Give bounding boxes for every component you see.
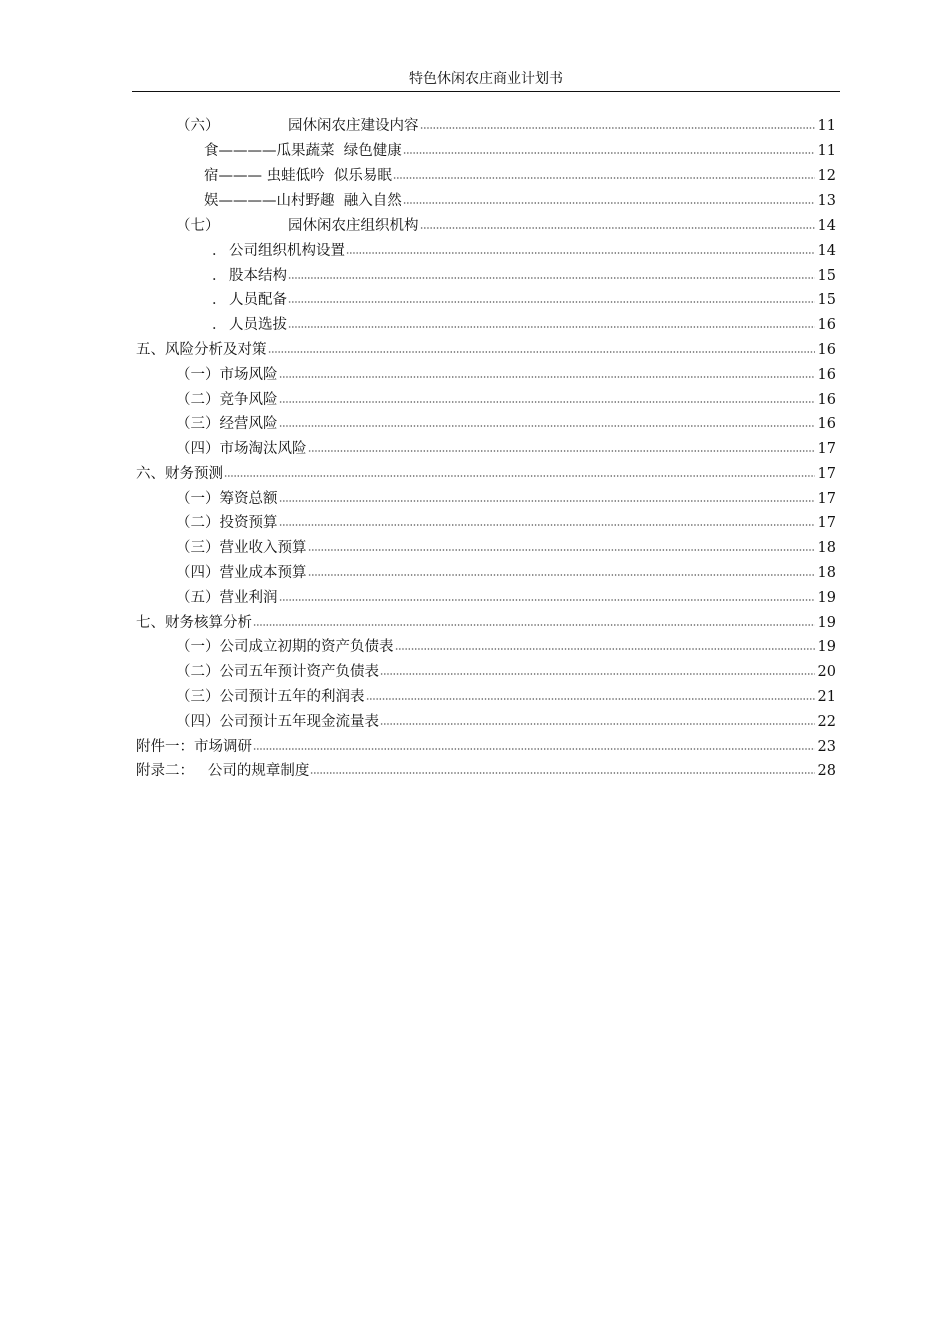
toc-dot-leader xyxy=(288,277,815,279)
toc-page-number: 20 xyxy=(817,664,836,680)
toc-page-number: 19 xyxy=(817,590,836,606)
toc-dot-leader xyxy=(346,252,815,254)
toc-entry-label: 七、财务核算分析 xyxy=(136,615,252,631)
toc-dot-leader xyxy=(393,177,815,179)
toc-page-number: 19 xyxy=(817,639,836,655)
toc-entry-prefix: （六） xyxy=(176,118,220,134)
toc-entry[interactable] xyxy=(176,687,836,707)
toc-entry[interactable] xyxy=(212,266,836,286)
toc-entry[interactable] xyxy=(176,489,836,509)
toc-page-number: 16 xyxy=(817,416,836,432)
toc-entry[interactable] xyxy=(212,315,836,335)
toc-entry-label: （二）竞争风险 xyxy=(176,392,278,408)
toc-entry-label: （二）投资预算 xyxy=(176,515,278,531)
toc-entry-label: （四）公司预计五年现金流量表 xyxy=(176,714,379,730)
toc-dot-leader xyxy=(253,748,815,750)
toc-page-number: 11 xyxy=(817,143,836,159)
toc-page-number: 21 xyxy=(817,689,836,705)
toc-dot-leader xyxy=(279,500,815,502)
toc-dot-leader xyxy=(308,574,815,576)
toc-entry-label: （一）市场风险 xyxy=(176,367,278,383)
toc-page-number: 23 xyxy=(817,739,836,755)
toc-entry-label: （四）市场淘汰风险 xyxy=(176,441,307,457)
toc-page-number: 22 xyxy=(817,714,836,730)
toc-page-number: 16 xyxy=(817,317,836,333)
toc-entry[interactable] xyxy=(136,464,836,484)
toc-page-number: 17 xyxy=(817,491,836,507)
document-header-title: 特色休闲农庄商业计划书 xyxy=(409,71,563,87)
toc-dot-leader xyxy=(380,673,815,675)
toc-entry[interactable] xyxy=(176,365,836,385)
toc-entry-label: 园休闲农庄建设内容 xyxy=(288,118,419,134)
toc-entry[interactable] xyxy=(204,191,836,211)
toc-entry-label: 附录二： 公司的规章制度 xyxy=(136,763,310,779)
toc-entry-prefix: ． xyxy=(212,317,227,333)
toc-dot-leader xyxy=(366,698,815,700)
toc-dot-leader xyxy=(279,425,815,427)
toc-entry-label: 人员配备 xyxy=(229,292,287,308)
toc-dot-leader xyxy=(308,549,815,551)
toc-entry[interactable] xyxy=(176,538,836,558)
toc-page-number: 15 xyxy=(817,268,836,284)
toc-dot-leader xyxy=(403,202,815,204)
toc-dot-leader xyxy=(420,227,815,229)
toc-entry[interactable] xyxy=(176,116,836,136)
toc-dot-leader xyxy=(403,152,815,154)
toc-page-number: 15 xyxy=(817,292,836,308)
toc-page-number: 19 xyxy=(817,615,836,631)
toc-entry-label: 六、财务预测 xyxy=(136,466,223,482)
toc-entry-label: 股本结构 xyxy=(229,268,287,284)
toc-dot-leader xyxy=(310,772,814,774)
toc-entry-prefix: ． xyxy=(212,268,227,284)
toc-entry-label: 附件一：市场调研 xyxy=(136,739,252,755)
toc-entry[interactable] xyxy=(136,761,836,781)
toc-page-number: 12 xyxy=(817,168,836,184)
toc-entry-label: （五）营业利润 xyxy=(176,590,278,606)
toc-dot-leader xyxy=(279,524,815,526)
toc-entry[interactable] xyxy=(176,563,836,583)
toc-entry[interactable] xyxy=(204,166,836,186)
toc-entry[interactable] xyxy=(136,737,836,757)
toc-entry-label: （三）经营风险 xyxy=(176,416,278,432)
toc-entry-label: （一）公司成立初期的资产负债表 xyxy=(176,639,394,655)
toc-entry[interactable] xyxy=(176,588,836,608)
toc-page-number: 18 xyxy=(817,540,836,556)
toc-page-number: 14 xyxy=(817,243,836,259)
toc-dot-leader xyxy=(308,450,815,452)
toc-dot-leader xyxy=(279,599,815,601)
toc-page-number: 13 xyxy=(817,193,836,209)
toc-page-number: 17 xyxy=(817,441,836,457)
toc-entry-label: 公司组织机构设置 xyxy=(229,243,345,259)
toc-entry[interactable] xyxy=(176,513,836,533)
toc-dot-leader xyxy=(279,376,815,378)
header-rule xyxy=(132,91,840,92)
toc-page-number: 17 xyxy=(817,466,836,482)
toc-dot-leader xyxy=(253,624,815,626)
toc-dot-leader xyxy=(395,648,815,650)
toc-entry-label: 食————瓜果蔬菜 绿色健康 xyxy=(204,143,402,159)
toc-page-number: 18 xyxy=(817,565,836,581)
toc-entry-label: （一）筹资总额 xyxy=(176,491,278,507)
toc-entry[interactable] xyxy=(204,141,836,161)
toc-entry-label: （三）公司预计五年的利润表 xyxy=(176,689,365,705)
toc-dot-leader xyxy=(420,127,815,129)
toc-entry-prefix: ． xyxy=(212,292,227,308)
toc-page-number: 17 xyxy=(817,515,836,531)
toc-page-number: 11 xyxy=(817,118,836,134)
toc-page-number: 16 xyxy=(817,367,836,383)
toc-entry[interactable] xyxy=(136,613,836,633)
toc-entry-label: 宿——— 虫蛙低吟 似乐易眠 xyxy=(204,168,392,184)
toc-entry[interactable] xyxy=(176,637,836,657)
toc-entry[interactable] xyxy=(136,340,836,360)
toc-page-number: 28 xyxy=(817,763,836,779)
toc-dot-leader xyxy=(279,401,815,403)
toc-entry[interactable] xyxy=(176,390,836,410)
toc-entry-label: 娱————山村野趣 融入自然 xyxy=(204,193,402,209)
toc-entry[interactable] xyxy=(176,662,836,682)
toc-entry[interactable] xyxy=(212,290,836,310)
toc-entry-label: （三）营业收入预算 xyxy=(176,540,307,556)
toc-entry[interactable] xyxy=(176,712,836,732)
toc-dot-leader xyxy=(268,351,815,353)
toc-dot-leader xyxy=(380,723,815,725)
toc-entry[interactable] xyxy=(176,439,836,459)
toc-entry-prefix: ． xyxy=(212,243,227,259)
toc-page-number: 16 xyxy=(817,342,836,358)
toc-dot-leader xyxy=(224,475,815,477)
toc-page-number: 16 xyxy=(817,392,836,408)
toc-entry-prefix: （七） xyxy=(176,218,220,234)
toc-dot-leader xyxy=(288,301,815,303)
toc-entry[interactable] xyxy=(212,241,836,261)
toc-entry-label: （四）营业成本预算 xyxy=(176,565,307,581)
toc-entry[interactable] xyxy=(176,216,836,236)
toc-entry-label: 五、风险分析及对策 xyxy=(136,342,267,358)
toc-entry-label: 人员选拔 xyxy=(229,317,287,333)
toc-entry-label: 园休闲农庄组织机构 xyxy=(288,218,419,234)
toc-entry-label: （二）公司五年预计资产负债表 xyxy=(176,664,379,680)
toc-dot-leader xyxy=(288,326,815,328)
toc-page-number: 14 xyxy=(817,218,836,234)
toc-entry[interactable] xyxy=(176,414,836,434)
